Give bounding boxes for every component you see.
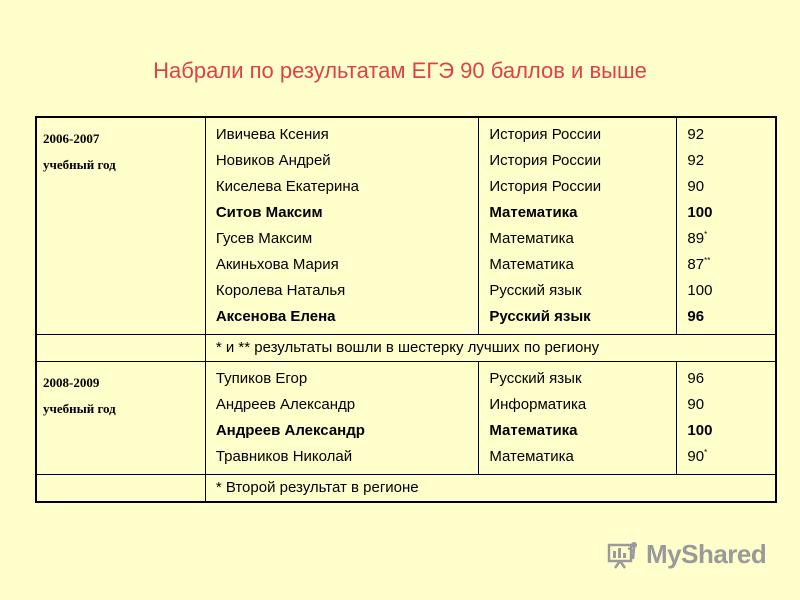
student-name-text: Ситов Максим — [215, 204, 323, 221]
student-name — [216, 122, 479, 148]
footnote-text: * и ** результаты вошли в шестерку лучших по региону — [205, 335, 776, 362]
footnote-text: * Второй результат в регионе — [205, 475, 776, 503]
footnote-spacer-cell — [36, 335, 205, 362]
score-value — [687, 304, 775, 330]
subject-name-text: Русский язык — [489, 282, 582, 299]
subject-name — [489, 122, 676, 148]
scores-cell — [677, 117, 776, 335]
student-name-text: Гусев Максим — [215, 230, 313, 247]
subject-name-text: Математика — [489, 448, 574, 465]
subject-name-text: Русский язык — [489, 370, 582, 387]
student-names-cell — [205, 117, 479, 335]
footnote-row — [36, 335, 776, 362]
score-footnote-mark: * — [704, 230, 708, 239]
student-name — [216, 278, 479, 304]
student-name — [216, 226, 479, 252]
student-name — [216, 418, 479, 444]
student-name — [216, 174, 479, 200]
subject-name — [489, 278, 676, 304]
student-name — [216, 200, 479, 226]
school-year-label: учебный год — [43, 401, 116, 416]
score-value — [687, 226, 775, 252]
school-year-cell — [36, 117, 205, 335]
student-name-text: Киселева Екатерина — [215, 178, 360, 195]
student-name — [216, 148, 479, 174]
student-name — [216, 444, 479, 470]
subject-name — [489, 444, 676, 470]
student-name — [216, 392, 479, 418]
presentation-board-icon — [606, 539, 640, 569]
subject-name — [489, 392, 676, 418]
score-value — [687, 366, 775, 392]
score-footnote-mark: * — [704, 448, 708, 457]
subject-name-text: Русский язык — [489, 308, 591, 325]
student-name-text: Андреев Александр — [215, 396, 356, 413]
score-value-text: 100 — [687, 204, 713, 221]
student-name-text: Новиков Андрей — [215, 152, 331, 169]
school-year-label: учебный год — [43, 157, 116, 172]
subject-name-text: Математика — [489, 256, 574, 273]
year-group-row — [36, 117, 776, 335]
subjects-cell — [479, 117, 677, 335]
score-value — [687, 418, 775, 444]
score-value — [687, 122, 775, 148]
results-table — [35, 116, 777, 503]
subject-name — [489, 148, 676, 174]
score-value — [687, 444, 775, 470]
student-name-text: Королева Наталья — [215, 282, 346, 299]
subject-name-text: Математика — [489, 422, 578, 439]
student-name-text: Тупиков Егор — [215, 370, 308, 387]
score-value — [687, 174, 775, 200]
footnote-spacer-cell — [36, 475, 205, 503]
subject-name — [489, 252, 676, 278]
student-name — [216, 366, 479, 392]
logo-text: MyShared — [646, 538, 767, 569]
myshared-logo[interactable] — [606, 538, 766, 570]
subject-name — [489, 304, 676, 330]
scores-cell — [677, 362, 776, 475]
subject-name — [489, 174, 676, 200]
year-group-row — [36, 362, 776, 475]
subject-name — [489, 418, 676, 444]
score-value-text: 96 — [687, 370, 705, 387]
score-value-text: 100 — [687, 422, 713, 439]
score-value-text: 100 — [687, 282, 713, 299]
slide-title: Набрали по результатам ЕГЭ 90 баллов и выше — [153, 58, 647, 83]
score-value-text: 87 — [687, 256, 705, 273]
student-name — [216, 304, 479, 330]
subject-name — [489, 226, 676, 252]
student-name-text: Андреев Александр — [215, 422, 365, 439]
score-value-text: 96 — [687, 308, 705, 325]
subject-name-text: История России — [489, 178, 602, 195]
subject-name-text: Математика — [489, 230, 574, 247]
student-names-cell — [205, 362, 479, 475]
score-value — [687, 252, 775, 278]
subject-name-text: Математика — [489, 204, 578, 221]
school-year-cell — [36, 362, 205, 475]
school-year-label: 2008-2009 — [43, 375, 100, 390]
subjects-cell — [479, 362, 677, 475]
score-value-text: 90 — [687, 178, 705, 195]
score-value — [687, 148, 775, 174]
score-value-text: 92 — [687, 126, 705, 143]
results-table-body — [36, 117, 776, 502]
score-value-text: 90 — [687, 448, 705, 465]
score-value-text: 89 — [687, 230, 705, 247]
student-name-text: Травников Николай — [215, 448, 353, 465]
student-name-text: Ивичева Ксения — [215, 126, 329, 143]
score-value-text: 92 — [687, 152, 705, 169]
student-name-text: Аксенова Елена — [215, 308, 336, 325]
score-value — [687, 392, 775, 418]
student-name — [216, 252, 479, 278]
subject-name-text: История России — [489, 126, 602, 143]
score-value — [687, 278, 775, 304]
footnote-row — [36, 475, 776, 503]
subject-name — [489, 366, 676, 392]
school-year-label: 2006-2007 — [43, 131, 100, 146]
subject-name — [489, 200, 676, 226]
score-value-text: 90 — [687, 396, 705, 413]
score-footnote-mark: ** — [704, 256, 711, 265]
subject-name-text: Информатика — [489, 396, 587, 413]
student-name-text: Акиньхова Мария — [215, 256, 339, 273]
score-value — [687, 200, 775, 226]
subject-name-text: История России — [489, 152, 602, 169]
